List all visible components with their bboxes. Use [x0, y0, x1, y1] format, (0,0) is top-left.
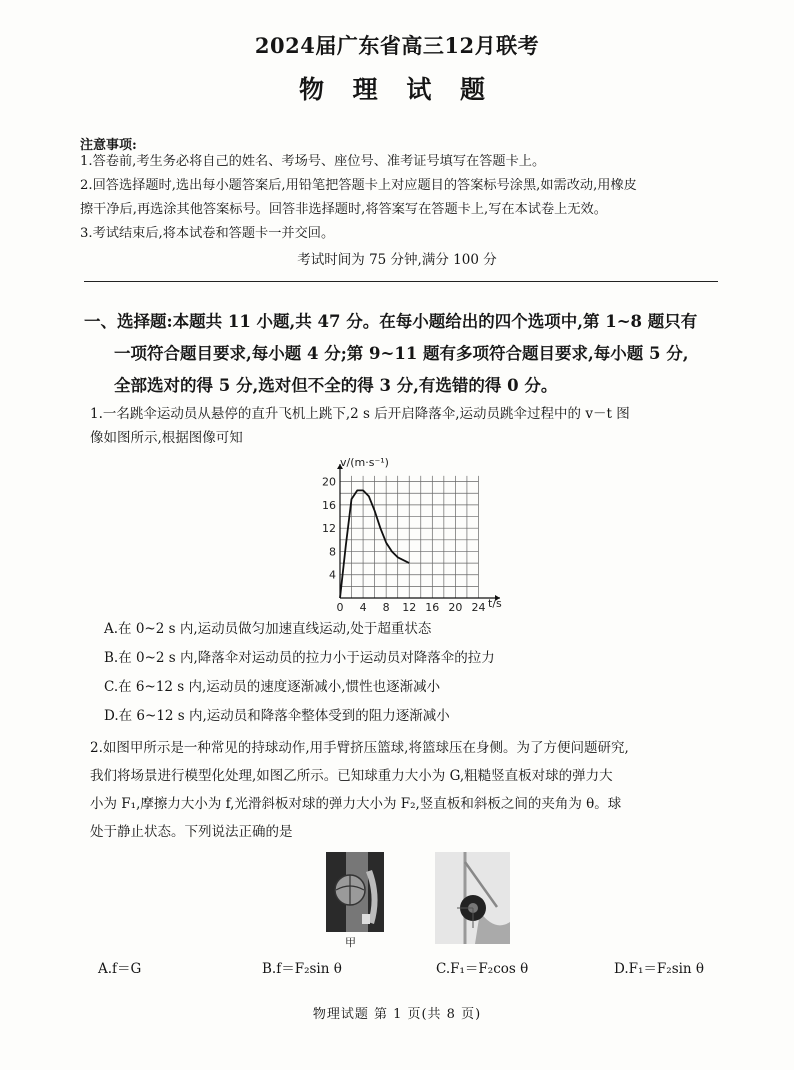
note-1: 1.答卷前,考生务必将自己的姓名、考场号、座位号、准考证号填写在答题卡上。 [80, 154, 546, 169]
x-tick-label: 4 [359, 601, 367, 614]
figure-yi-model [435, 852, 510, 944]
q1-option-b: B.在 0~2 s 内,降落伞对运动员的拉力小于运动员对降落伞的拉力 [104, 650, 495, 666]
vt-graph [318, 452, 518, 617]
x-tick-label: 12 [402, 601, 417, 614]
x-tick-label: 0 [336, 601, 344, 614]
x-tick-label: 20 [448, 601, 463, 614]
figure-jia-photo [326, 852, 384, 932]
q1-option-a: A.在 0~2 s 内,运动员做匀加速直线运动,处于超重状态 [104, 621, 432, 637]
q1-option-c: C.在 6~12 s 内,运动员的速度逐渐减小,惯性也逐渐减小 [104, 679, 441, 695]
note-2: 2.回答选择题时,选出每小题答案后,用铅笔把答题卡上对应题目的答案标号涂黑,如需改动,用橡皮 [80, 178, 637, 193]
graph-axes [337, 464, 500, 601]
x-tick-label: 16 [425, 601, 440, 614]
note-3: 3.考试结束后,将本试卷和答题卡一并交回。 [80, 226, 335, 241]
q1-stem-2: 像如图所示,根据图像可知 [90, 430, 243, 446]
section-line-2: 一项符合题目要求,每小题 4 分;第 9~11 题有多项符合题目要求,每小题 5 分, [114, 344, 689, 363]
page-footer: 物理试题 第 1 页(共 8 页) [312, 1007, 482, 1022]
y-tick-label: 20 [322, 475, 336, 489]
q2-option-a: A.f＝G [98, 961, 142, 977]
q1-option-d: D.在 6~12 s 内,运动员和降落伞整体受到的阻力逐渐减小 [104, 708, 450, 724]
y-tick-label: 12 [322, 522, 336, 536]
y-tick-label: 8 [329, 545, 336, 559]
x-tick-label: 24 [471, 601, 486, 614]
q2-stem-2: 我们将场景进行模型化处理,如图乙所示。已知球重力大小为 G,粗糙竖直板对球的弹力大 [90, 768, 613, 784]
x-axis-label: t/s [488, 597, 502, 610]
divider [84, 281, 718, 282]
section-line-1: 一、选择题:本题共 11 小题,共 47 分。在每小题给出的四个选项中,第 1~8 题只有 [84, 312, 698, 331]
q1-stem-1: 1.一名跳伞运动员从悬停的直升飞机上跳下,2 s 后开启降落伞,运动员跳伞过程中的 v－t 图 [90, 406, 630, 422]
note-2-cont: 擦干净后,再选涂其他答案标号。回答非选择题时,将答案写在答题卡上,写在本试卷上无效。 [80, 202, 607, 217]
section-instructions [84, 306, 744, 402]
y-axis-label: v/(m·s⁻¹) [340, 456, 389, 469]
notes-heading: 注意事项: [80, 138, 137, 153]
figure-jia-caption: 甲 [345, 936, 356, 949]
q2-stem-3: 小为 F₁,摩擦力大小为 f,光滑斜板对球的弹力大小为 F₂,竖直板和斜板之间的夹角为 θ。球 [90, 796, 622, 812]
q2-stem-1: 2.如图甲所示是一种常见的持球动作,用手臂挤压篮球,将篮球压在身侧。为了方便问题研究, [90, 740, 629, 756]
subject-title: 物 理 试 题 [298, 75, 496, 104]
q2-option-c: C.F₁＝F₂cos θ [436, 961, 529, 977]
q2-option-b: B.f＝F₂sin θ [262, 961, 342, 977]
y-tick-label: 4 [329, 568, 336, 582]
y-tick-label: 16 [322, 498, 336, 512]
exam-time: 考试时间为 75 分钟,满分 100 分 [297, 252, 497, 268]
x-tick-label: 8 [382, 601, 390, 614]
section-line-3: 全部选对的得 5 分,选对但不全的得 3 分,有选错的得 0 分。 [114, 376, 558, 395]
q2-option-d: D.F₁＝F₂sin θ [614, 961, 705, 977]
q2-stem-4: 处于静止状态。下列说法正确的是 [90, 824, 293, 840]
graph-grid [340, 476, 478, 598]
exam-title: 2024届广东省高三12月联考 [254, 33, 540, 58]
